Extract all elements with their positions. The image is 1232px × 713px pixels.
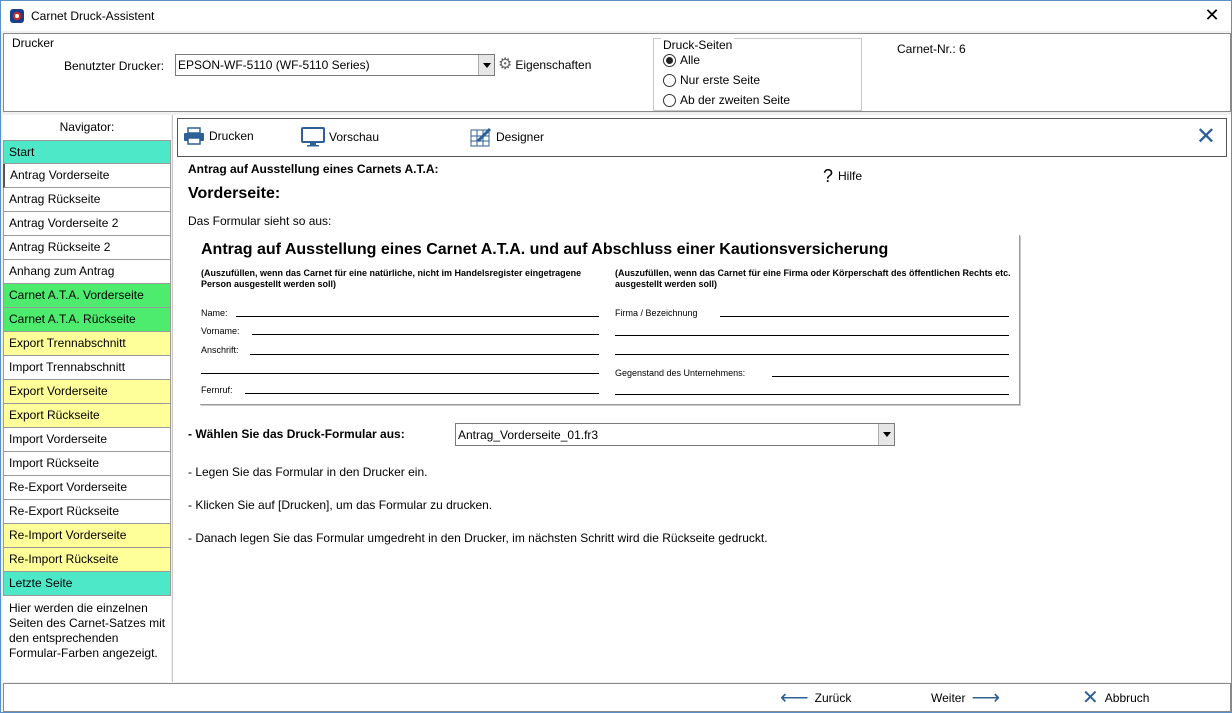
- form-line: [615, 354, 1009, 355]
- form-line: [252, 334, 599, 335]
- back-label: Zurück: [814, 691, 852, 705]
- navigator-item[interactable]: Re-Import Vorderseite: [3, 524, 171, 548]
- navigator-list: [3, 140, 171, 596]
- preview-button[interactable]: [301, 127, 379, 147]
- radio-button-checked[interactable]: [663, 54, 676, 67]
- form-line: [201, 373, 599, 374]
- next-button[interactable]: [931, 687, 1001, 709]
- printer-panel: [3, 33, 1231, 112]
- navigator-item[interactable]: Export Trennabschnitt: [3, 332, 171, 356]
- close-icon: ✕: [1082, 687, 1099, 709]
- form-note-right: (Auszufüllen, wenn das Carnet für eine Firma oder Körperschaft des öffentlichen Rechts etc. ausgestellt werden soll): [615, 268, 1011, 289]
- navigator-item[interactable]: Export Vorderseite: [3, 380, 171, 404]
- radio-from-second-page[interactable]: [663, 93, 790, 107]
- instruction-1: - Legen Sie das Formular in den Drucker ein.: [188, 465, 428, 479]
- cancel-label: Abbruch: [1104, 691, 1150, 705]
- arrow-left-icon: ⟵: [780, 687, 809, 709]
- form-preview: [200, 235, 1020, 405]
- form-select[interactable]: [455, 423, 895, 446]
- form-line: [250, 354, 599, 355]
- monitor-icon: [301, 127, 325, 147]
- navigator-item[interactable]: Import Vorderseite: [3, 428, 171, 452]
- radio-all[interactable]: [663, 53, 700, 67]
- navigator-item[interactable]: Export Rückseite: [3, 404, 171, 428]
- form-line: [772, 376, 1009, 377]
- next-label: Weiter: [931, 691, 966, 705]
- question-mark-icon: ?: [823, 166, 834, 186]
- properties-label: Eigenschaften: [515, 58, 592, 72]
- navigator-item[interactable]: Antrag Vorderseite 2: [3, 212, 171, 236]
- navigator-item[interactable]: Antrag Vorderseite: [3, 164, 171, 188]
- form-intro-text: Das Formular sieht so aus:: [188, 214, 332, 228]
- window-close-icon[interactable]: ✕: [1204, 5, 1220, 25]
- navigator-item[interactable]: Carnet A.T.A. Rückseite: [3, 308, 171, 332]
- print-pages-group: [653, 38, 862, 111]
- form-line: [615, 335, 1009, 336]
- navigator-item[interactable]: Re-Import Rückseite: [3, 548, 171, 572]
- print-button[interactable]: [183, 127, 254, 145]
- navigator-description: Hier werden die einzelnen Seiten des Carnet-Satzes mit den entsprechenden Formular-Farben angezeigt.: [9, 601, 166, 660]
- chevron-down-icon[interactable]: [478, 55, 494, 75]
- designer-label: Designer: [496, 130, 545, 144]
- navigator-item[interactable]: Carnet A.T.A. Vorderseite: [3, 284, 171, 308]
- choose-form-label: - Wählen Sie das Druck-Formular aus:: [188, 427, 405, 441]
- radio-from-second-page-label: Ab der zweiten Seite: [680, 93, 791, 107]
- form-select-value: Antrag_Vorderseite_01.fr3: [458, 428, 599, 442]
- navigator-item[interactable]: Import Rückseite: [3, 452, 171, 476]
- navigator-item[interactable]: Start: [3, 140, 171, 164]
- form-label-company: Firma / Bezeichnung: [615, 308, 698, 318]
- side-title: Vorderseite:: [188, 185, 281, 202]
- navigator-item[interactable]: Re-Export Vorderseite: [3, 476, 171, 500]
- form-line: [615, 394, 1009, 395]
- properties-button[interactable]: [498, 56, 591, 74]
- navigator-item[interactable]: Antrag Rückseite: [3, 188, 171, 212]
- main-panel: [172, 115, 1231, 682]
- preview-label: Vorschau: [329, 130, 380, 144]
- designer-icon: [470, 127, 492, 147]
- carnet-number: Carnet-Nr.: 6: [897, 42, 966, 56]
- navigator-item[interactable]: Anhang zum Antrag: [3, 260, 171, 284]
- section-heading: Antrag auf Ausstellung eines Carnets A.T.A:: [188, 162, 439, 176]
- radio-button[interactable]: [663, 74, 676, 87]
- toolbar: [177, 118, 1227, 157]
- form-label-name: Name:: [201, 308, 228, 318]
- print-label: Drucken: [209, 129, 254, 143]
- app-icon: [10, 9, 24, 23]
- printer-icon: [183, 127, 205, 145]
- navigator-panel: [3, 115, 171, 682]
- form-label-address: Anschrift:: [201, 345, 239, 355]
- navigator-item[interactable]: Antrag Rückseite 2: [3, 236, 171, 260]
- help-button[interactable]: [823, 167, 862, 185]
- form-line: [245, 393, 599, 394]
- arrow-right-icon: ⟶: [971, 687, 1001, 709]
- print-pages-title: Druck-Seiten: [663, 38, 733, 52]
- navigator-title: Navigator:: [59, 120, 115, 134]
- gear-icon: ⚙: [498, 56, 513, 73]
- instruction-2: - Klicken Sie auf [Drucken], um das Formular zu drucken.: [188, 498, 493, 512]
- radio-first-page[interactable]: [663, 73, 760, 87]
- navigator-item[interactable]: Import Trennabschnitt: [3, 356, 171, 380]
- form-label-firstname: Vorname:: [201, 326, 240, 336]
- instruction-3: - Danach legen Sie das Formular umgedreht in den Drucker, im nächsten Schritt wird die Rückseite gedruckt.: [188, 531, 768, 545]
- window-title: Carnet Druck-Assistent: [31, 9, 155, 23]
- form-preview-title: Antrag auf Ausstellung eines Carnet A.T.A. und auf Abschluss einer Kautionsversicherung: [201, 241, 889, 258]
- printer-select[interactable]: [175, 54, 495, 76]
- radio-all-label: Alle: [680, 53, 701, 67]
- form-label-business-purpose: Gegenstand des Unternehmens:: [615, 368, 746, 378]
- form-line: [720, 316, 1009, 317]
- title-bar: [1, 1, 1231, 31]
- form-line: [236, 316, 599, 317]
- form-label-phone: Fernruf:: [201, 385, 233, 395]
- back-button[interactable]: [780, 687, 852, 709]
- printer-select-value: EPSON-WF-5110 (WF-5110 Series): [178, 58, 370, 72]
- radio-button[interactable]: [663, 94, 676, 107]
- designer-button[interactable]: [470, 127, 544, 147]
- navigator-item[interactable]: Letzte Seite: [3, 572, 171, 596]
- navigator-item[interactable]: Re-Export Rückseite: [3, 500, 171, 524]
- cancel-button[interactable]: [1082, 687, 1150, 709]
- used-printer-label: Benutzter Drucker:: [64, 59, 165, 73]
- close-icon[interactable]: ✕: [1195, 123, 1216, 150]
- help-label: Hilfe: [838, 169, 863, 183]
- printer-group-label: Drucker: [12, 36, 55, 50]
- radio-first-page-label: Nur erste Seite: [680, 73, 761, 87]
- chevron-down-icon[interactable]: [878, 424, 894, 445]
- form-note-left: (Auszufüllen, wenn das Carnet für eine natürliche, nicht im Handelsregister eingetragene Person ausgestellt werden soll): [201, 268, 582, 289]
- footer-bar: [3, 683, 1231, 712]
